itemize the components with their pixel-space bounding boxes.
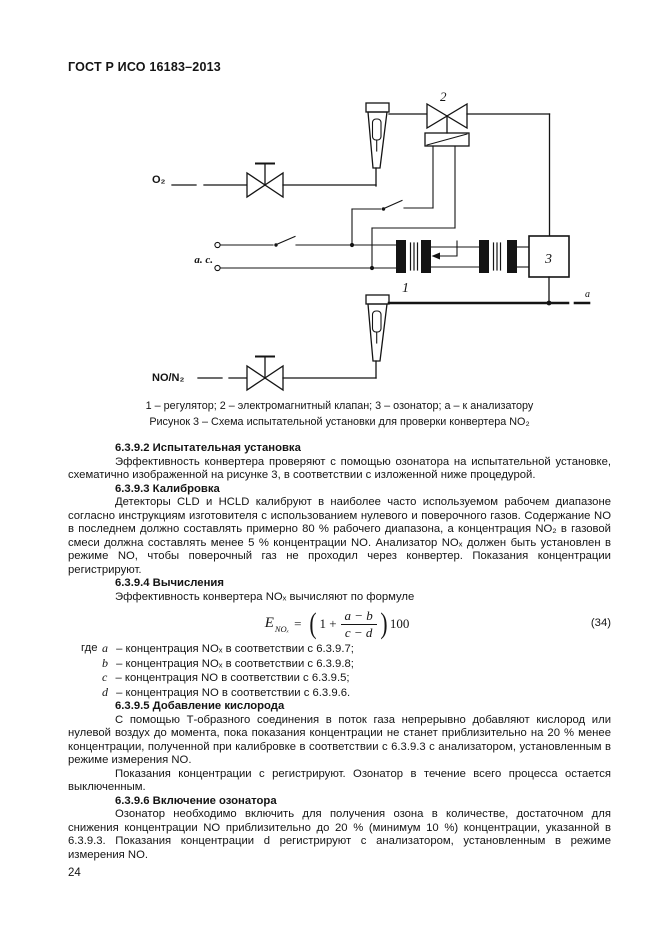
valve-switch-icon: [382, 201, 402, 211]
definition-term: d: [102, 684, 108, 699]
definition-row: [68, 671, 611, 686]
no-n2-label: NO/N₂: [152, 372, 185, 384]
heading-6-3-9-4: 6.3.9.4 Вычисления: [115, 577, 224, 589]
fraction-denominator: c − d: [344, 624, 373, 640]
formula-one-plus: 1 +: [319, 616, 337, 632]
definition-term: a: [102, 641, 108, 655]
page-number: 24: [68, 867, 81, 879]
definition-text: – концентрация NO в соответствии с 6.3.9.5;: [115, 672, 350, 684]
outlet-a-label: a: [585, 289, 590, 300]
item2-label: 2: [440, 89, 447, 104]
fraction-numerator: a − b: [341, 609, 377, 625]
definition-row: [68, 686, 611, 701]
formula-expression: [108, 609, 566, 639]
open-paren: (: [309, 607, 318, 640]
close-paren: ): [380, 607, 388, 640]
ac-terminal-top: [215, 242, 220, 247]
equation-number: (34): [590, 617, 611, 630]
paragraph: Детекторы CLD и HCLD калибруют в наиболее часто используемом рабочем диапазоне согласно инструкциям изготовителя с использованием нулевого и поверочного газов. Содержание NO в последнем должно составлять примерно 80 % рабочего диапазона, а концентрация NO₂ в газовой смеси должна составлять менее 5 % концентрации NO. Анализатор NOₓ должен быть установлен в режиме NO, чтобы поверочный газ не проходил через конвертер. Показания концентрации регистрируют.: [68, 496, 611, 576]
main-switch-icon: [274, 237, 295, 247]
equals-sign: =: [294, 616, 302, 632]
junction-dot: [547, 301, 552, 306]
equation-34: [68, 609, 611, 639]
flowmeter-2-icon: [366, 295, 389, 361]
heading-6-3-9-3: 6.3.9.3 Калибровка: [115, 482, 220, 495]
heading-6-3-9-5: 6.3.9.5 Добавление кислорода: [115, 700, 285, 712]
item1-label: 1: [402, 281, 409, 296]
item3-label: 3: [545, 252, 552, 267]
formula-factor: 100: [389, 616, 410, 632]
ac-terminal-bottom: [215, 265, 220, 270]
definition-text: – концентрация NO в соответствии с 6.3.9.6.: [116, 686, 351, 699]
heading-6-3-9-2: 6.3.9.2 Испытательная установка: [115, 442, 301, 454]
heading-6-3-9-6: 6.3.9.6 Включение озонатора: [115, 794, 277, 807]
solenoid-valve-icon: [425, 104, 469, 228]
figure-caption: [68, 399, 611, 430]
formula-lhs: E: [264, 615, 274, 632]
figure-legend: 1 – регулятор; 2 – электромагнитный клапан; 3 – озонатор; а – к анализатору: [145, 400, 534, 412]
flowmeter-1-icon: [366, 103, 389, 168]
definition-text: – концентрация NOₓ в соответствии с 6.3.9.8;: [116, 657, 354, 670]
definition-row: [68, 642, 611, 657]
paragraph: Эффективность конвертера проверяют с помощью озонатора на испытательной установке, схематично изображенной на рисунке 3, в соответствии с изложенной ниже процедурой.: [68, 455, 611, 481]
paragraph: Озонатор необходимо включить для получения озона в количестве, достаточном для снижения концентрации NO приблизительно до 20 % (минимум 10 %) концентрации, указанной в 6.3.9.3. Показания концентрации d регистрируют с анализатором, установленным в режиме измерения NO.: [68, 808, 611, 861]
figure-title: Рисунок 3 – Схема испытательной установки для проверки конвертера NO₂: [149, 415, 530, 428]
formula-lhs-subscript: NOₓ: [274, 624, 290, 635]
text-column: [68, 399, 611, 862]
figure-3-diagram: [0, 0, 661, 400]
regulator-transformer-icon: [396, 240, 457, 273]
ac-label: а. с.: [194, 254, 213, 266]
o2-label: O₂: [152, 174, 166, 186]
hv-transformer-icon: [479, 240, 517, 273]
paragraph: Эффективность конвертера NOₓ вычисляют по формуле: [115, 590, 415, 603]
where-prefix: где: [81, 642, 98, 654]
definition-row: [68, 657, 611, 672]
formula-fraction: [341, 609, 377, 639]
definition-term: b: [102, 655, 108, 670]
o2-valve-icon: [247, 164, 283, 198]
paragraph: Показания концентрации c регистрируют. Озонатор в течение всего процесса остается выключенным.: [68, 767, 611, 793]
document-title: ГОСТ Р ИСО 16183–2013: [68, 60, 221, 74]
paragraph: С помощью Т-образного соединения в поток газа непрерывно добавляют кислород или нулевой воздух до момента, пока показания концентрации не станет приблизительно на 20 % менее концентрации, полученной при калибровке в соответствии с 6.3.9.3 с анализатором, установленным в режиме измерения NO.: [68, 713, 611, 766]
definition-term: c: [102, 670, 108, 684]
no-valve-icon: [247, 357, 283, 391]
definition-text: – концентрация NOₓ в соответствии с 6.3.9.7;: [116, 643, 354, 655]
